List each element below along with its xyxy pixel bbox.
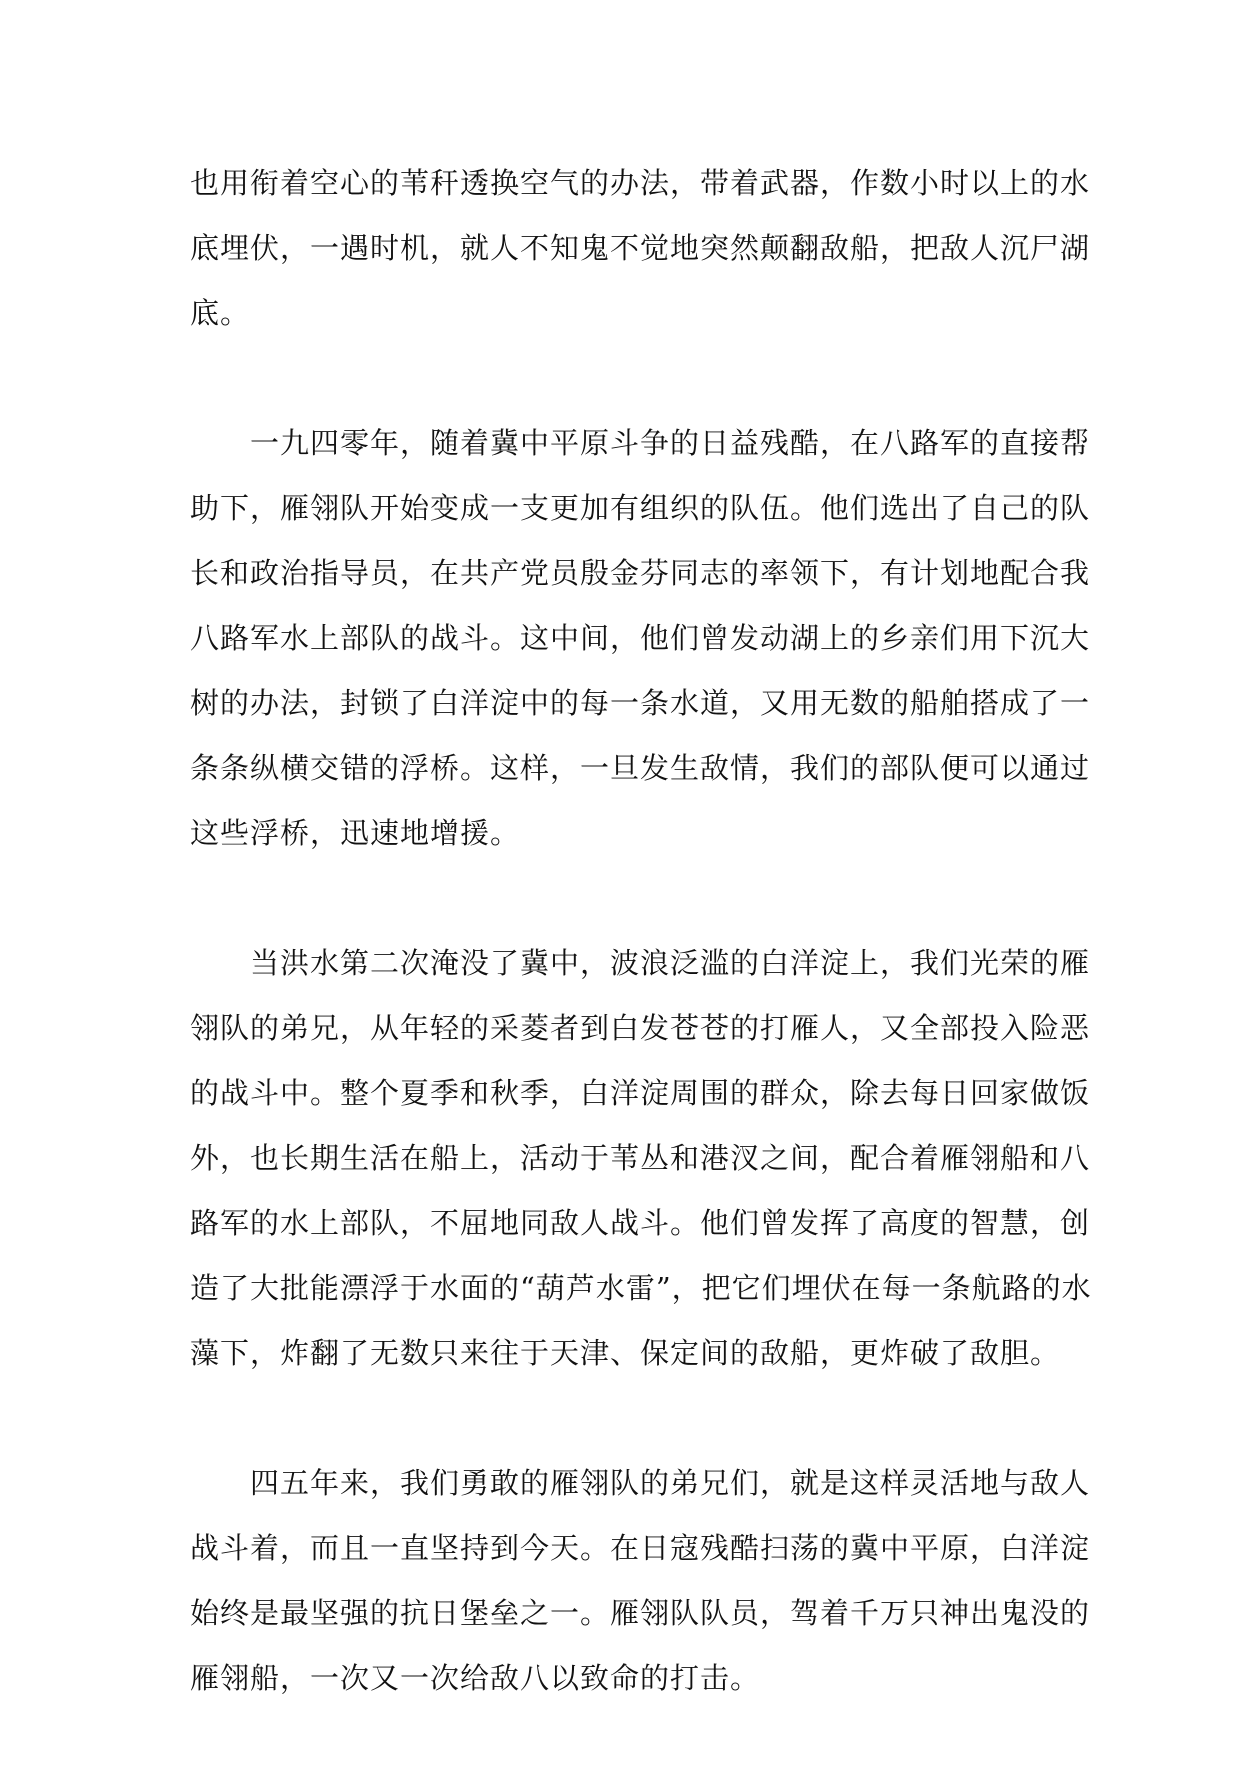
- text-line: 四五年来，我们勇敢的雁翎队的弟兄们，就是这样灵活地与敌人: [250, 1466, 1091, 1500]
- paragraph-1: [190, 151, 1091, 346]
- text-line: 也用衔着空心的苇秆透换空气的办法，带着武器，作数小时以上的水: [190, 166, 1091, 200]
- text-line: 当洪水第二次淹没了冀中，波浪泛滥的白洋淀上，我们光荣的雁: [250, 946, 1091, 980]
- document-page: [190, 151, 1092, 1776]
- text-line: 底。: [190, 296, 251, 330]
- text-line: 翎队的弟兄，从年轻的采菱者到白发苍苍的打雁人，又全部投入险恶: [190, 1011, 1091, 1045]
- text-line: 雁翎船，一次又一次给敌八以致命的打击。: [190, 1661, 761, 1695]
- paragraph-3: [190, 931, 1092, 1386]
- text-line: 底埋伏，一遇时机，就人不知鬼不觉地突然颠翻敌船，把敌人沉尸湖: [190, 231, 1091, 265]
- text-line: 树的办法，封锁了白洋淀中的每一条水道，又用无数的船舶搭成了一: [190, 686, 1091, 720]
- text-line: 长和政治指导员，在共产党员殷金芬同志的率领下，有计划地配合我: [190, 556, 1091, 590]
- text-line: 的战斗中。整个夏季和秋季，白洋淀周围的群众，除去每日回家做饭: [190, 1076, 1091, 1110]
- text-line: 八路军水上部队的战斗。这中间，他们曾发动湖上的乡亲们用下沉大: [190, 621, 1091, 655]
- text-line: 造了大批能漂浮于水面的“葫芦水雷”，把它们埋伏在每一条航路的水: [190, 1271, 1092, 1305]
- text-line: 外，也长期生活在船上，活动于苇丛和港汊之间，配合着雁翎船和八: [190, 1141, 1091, 1175]
- paragraph-4: [190, 1451, 1091, 1711]
- text-line: 始终是最坚强的抗日堡垒之一。雁翎队队员，驾着千万只神出鬼没的: [190, 1596, 1091, 1630]
- text-line: 一九四零年，随着冀中平原斗争的日益残酷，在八路军的直接帮: [250, 426, 1091, 460]
- text-line: 路军的水上部队，不屈地同敌人战斗。他们曾发挥了高度的智慧，创: [190, 1206, 1091, 1240]
- text-line: 战斗着，而且一直坚持到今天。在日寇残酷扫荡的冀中平原，白洋淀: [190, 1531, 1091, 1565]
- text-line: 藻下，炸翻了无数只来往于天津、保定间的敌船，更炸破了敌胆。: [190, 1336, 1061, 1370]
- text-line: 这些浮桥，迅速地增援。: [190, 816, 521, 850]
- paragraph-2: [190, 411, 1091, 866]
- text-line: 助下，雁翎队开始变成一支更加有组织的队伍。他们选出了自己的队: [190, 491, 1091, 525]
- text-line: 条条纵横交错的浮桥。这样，一旦发生敌情，我们的部队便可以通过: [190, 751, 1091, 785]
